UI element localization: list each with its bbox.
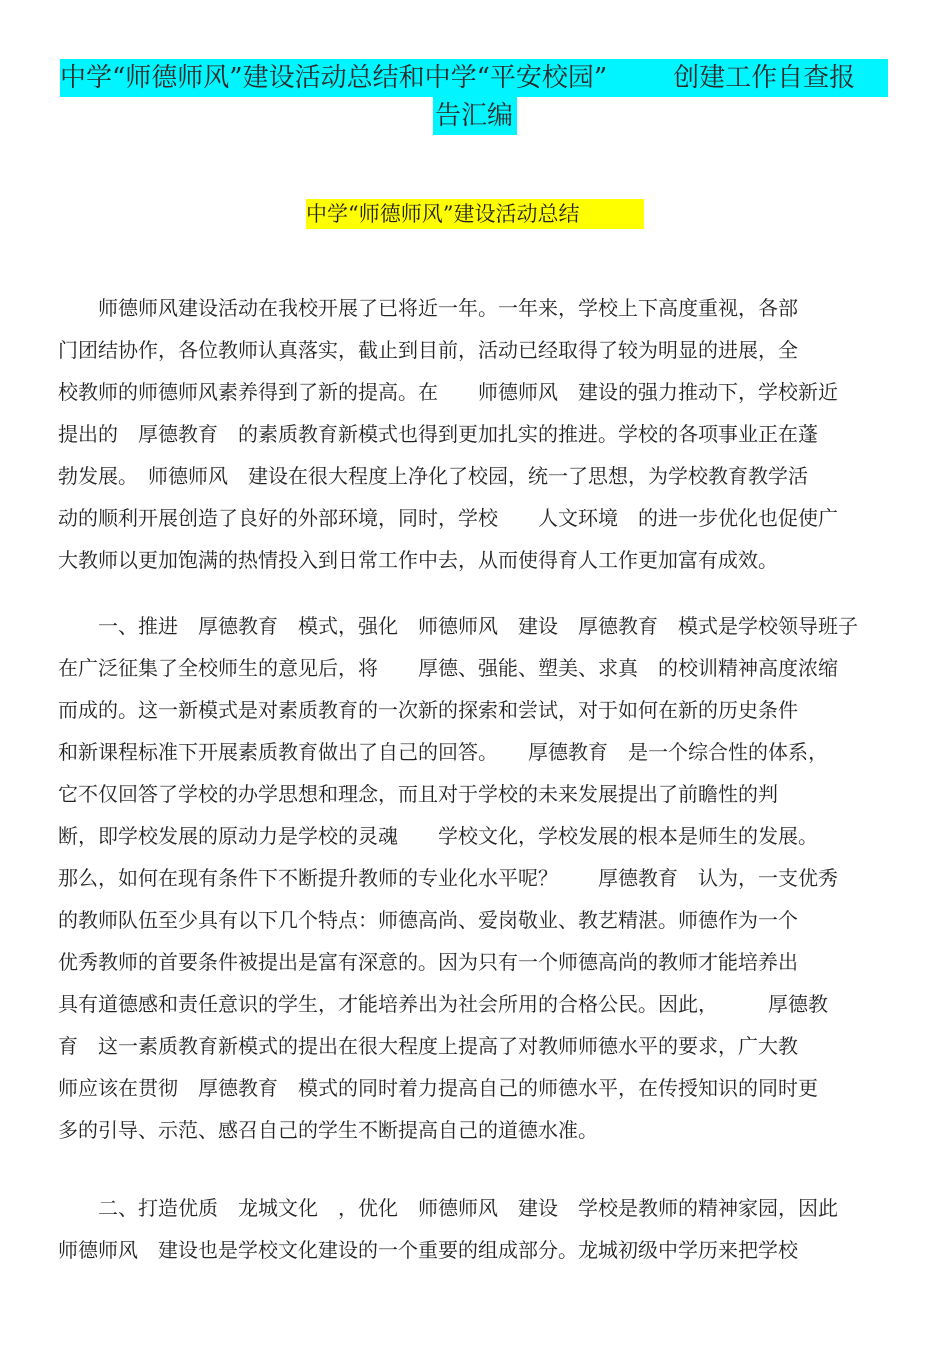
paragraph-line: 提出的 厚德教育 的素质教育新模式也得到更加扎实的推进。学校的各项事业正在蓬 (58, 422, 818, 446)
title-line-1-tail: 创建工作自查报 (673, 63, 856, 93)
paragraph-line: 在广泛征集了全校师生的意见后，将 厚德、强能、塑美、求真 的校训精神高度浓缩 (58, 656, 838, 680)
paragraph-line: 动的顺利开展创造了良好的外部环境，同时，学校 人文环境 的进一步优化也促使广 (58, 506, 838, 530)
title-line-1-text: 中学“师德师风”建设活动总结和中学“平安校园” (60, 63, 608, 93)
paragraph-line: 断，即学校发展的原动力是学校的灵魂 学校文化，学校发展的根本是师生的发展。 (58, 824, 818, 848)
paragraph-line: 师德师风 建设也是学校文化建设的一个重要的组成部分。龙城初级中学历来把学校 (58, 1238, 798, 1262)
section-title: 中学“师德师风”建设活动总结 (306, 199, 644, 229)
paragraph-line: 门团结协作，各位教师认真落实，截止到目前，活动已经取得了较为明显的进展，全 (58, 338, 798, 362)
paragraph-section-one (58, 605, 878, 1151)
paragraph-line: 具有道德感和责任意识的学生，才能培养出为社会所用的合格公民。因此， 厚德教 (58, 992, 828, 1016)
paragraph-line: 多的引导、示范、感召自己的学生不断提高自己的道德水准。 (58, 1118, 598, 1142)
paragraph-line: 校教师的师德师风素养得到了新的提高。在 师德师风 建设的强力推动下，学校新近 (58, 380, 838, 404)
paragraph-line: 勃发展。 师德师风 建设在很大程度上净化了校园，统一了思想，为学校教育教学活 (58, 464, 808, 488)
paragraph-line: 育 这一素质教育新模式的提出在很大程度上提高了对教师师德水平的要求，广大教 (58, 1034, 798, 1058)
paragraph-line: 而成的。这一新模式是对素质教育的一次新的探索和尝试，对于如何在新的历史条件 (58, 698, 798, 722)
paragraph-line: 一、推进 厚德教育 模式，强化 师德师风 建设 厚德教育 模式是学校领导班子 (58, 614, 858, 638)
title-line-2: 告汇编 (433, 97, 517, 135)
paragraph-line: 那么，如何在现有条件下不断提升教师的专业化水平呢？ 厚德教育 认为，一支优秀 (58, 866, 838, 890)
paragraph-line: 二、打造优质 龙城文化 ，优化 师德师风 建设 学校是教师的精神家园，因此 (58, 1196, 838, 1220)
title-line-1 (60, 59, 888, 97)
paragraph-section-two (58, 1187, 878, 1271)
paragraph-intro (58, 287, 878, 581)
paragraph-line: 大教师以更加饱满的热情投入到日常工作中去，从而使得育人工作更加富有成效。 (58, 548, 778, 572)
paragraph-line: 它不仅回答了学校的办学思想和理念，而且对于学校的未来发展提出了前瞻性的判 (58, 782, 778, 806)
paragraph-line: 和新课程标准下开展素质教育做出了自己的回答。 厚德教育 是一个综合性的体系， (58, 740, 828, 764)
paragraph-line: 优秀教师的首要条件被提出是富有深意的。因为只有一个师德高尚的教师才能培养出 (58, 950, 798, 974)
paragraph-line: 师德师风建设活动在我校开展了已将近一年。一年来，学校上下高度重视，各部 (58, 296, 798, 320)
paragraph-line: 师应该在贯彻 厚德教育 模式的同时着力提高自己的师德水平，在传授知识的同时更 (58, 1076, 818, 1100)
document-title (60, 59, 888, 135)
paragraph-line: 的教师队伍至少具有以下几个特点：师德高尚、爱岗敬业、教艺精湛。师德作为一个 (58, 908, 798, 932)
